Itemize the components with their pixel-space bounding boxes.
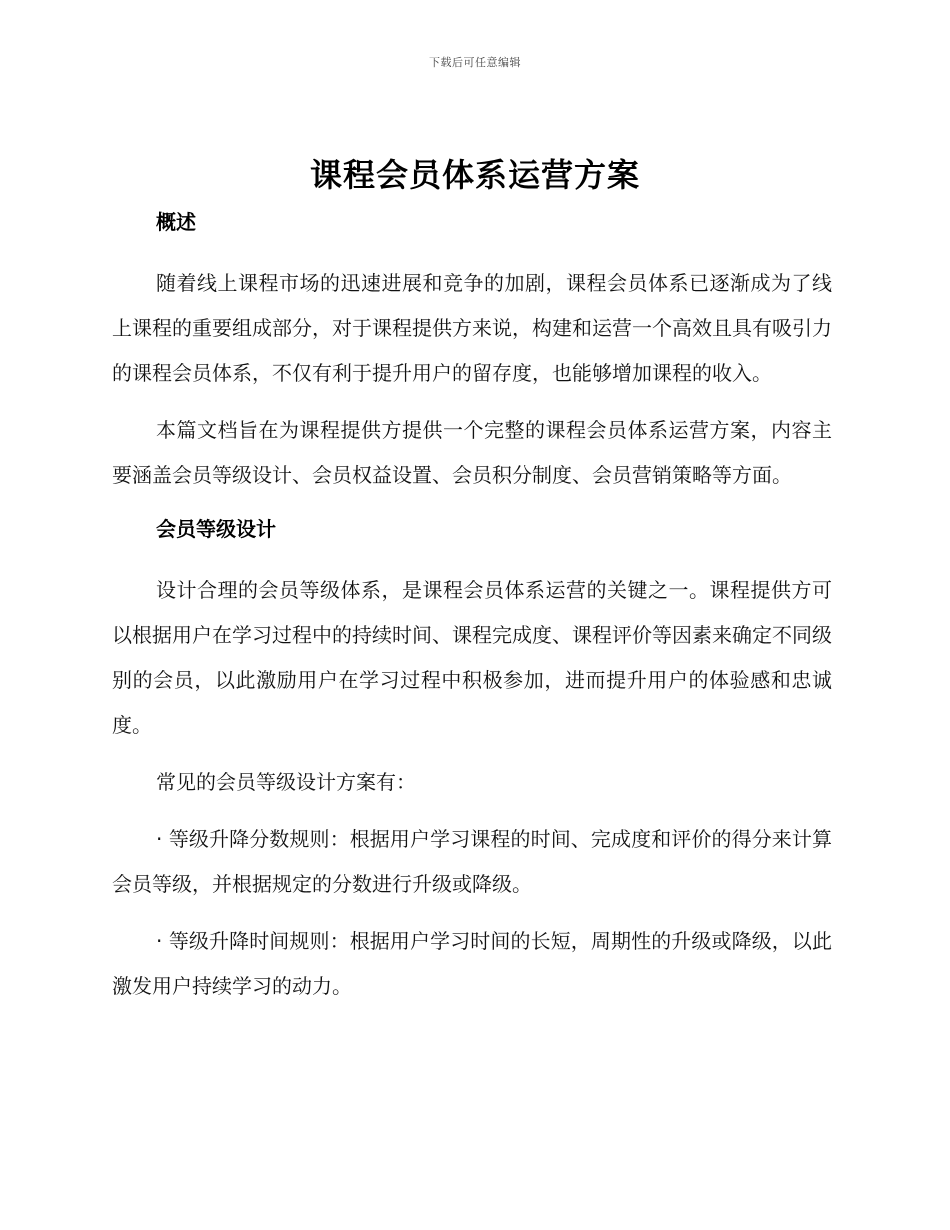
bullet-item: · 等级升降时间规则：根据用户学习时间的长短，周期性的升级或降级，以此激发用户持续学习的动力。 (112, 929, 832, 998)
document-title: 课程会员体系运营方案 (309, 156, 640, 194)
overview-paragraph: 本篇文档旨在为课程提供方提供一个完整的课程会员体系运营方案，内容主要涵盖会员等级设计、会员权益设置、会员积分制度、会员营销策略等方面。 (112, 418, 832, 487)
level-design-paragraph: 设计合理的会员等级体系，是课程会员体系运营的关键之一。课程提供方可以根据用户在学习过程中的持续时间、课程完成度、课程评价等因素来确定不同级别的会员，以此激励用户在学习过程中积极参加，进而提升用户的体验感和忠诚度。 (112, 578, 832, 737)
section-heading-overview: 概述 (156, 210, 196, 234)
page-header-note: 下载后可任意编辑 (429, 56, 521, 69)
level-design-paragraph: 常见的会员等级设计方案有： (156, 770, 416, 794)
document-body (112, 205, 832, 1021)
overview-paragraph: 随着线上课程市场的迅速进展和竞争的加剧，课程会员体系已逐渐成为了线上课程的重要组成部分，对于课程提供方来说，构建和运营一个高效且具有吸引力的课程会员体系，不仅有利于提升用户的留存度，也能够增加课程的收入。 (112, 271, 832, 385)
bullet-item: · 等级升降分数规则：根据用户学习课程的时间、完成度和评价的得分来计算会员等级，并根据规定的分数进行升级或降级。 (112, 827, 832, 896)
section-heading-level-design: 会员等级设计 (156, 517, 276, 541)
